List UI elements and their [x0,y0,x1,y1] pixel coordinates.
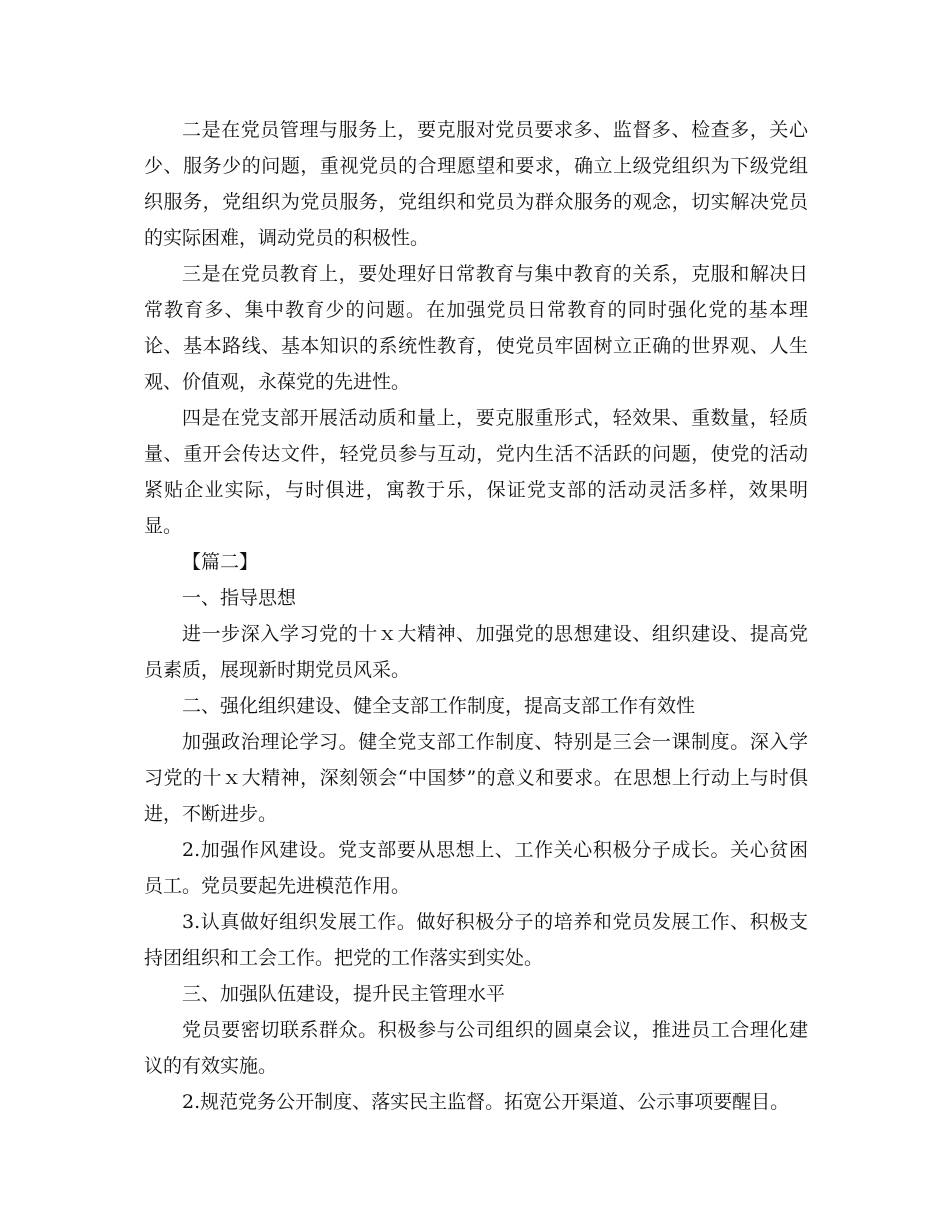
heading-team-building: 三、加强队伍建设，提升民主管理水平 [182,983,506,1005]
paragraph-contact-masses: 党员要密切联系群众。积极参与公司组织的圆桌会议，推进员工合理化建议的有效实施。 [144,1019,808,1077]
section-heading-part-two: 【篇二】 [182,551,259,573]
heading-organization-building: 二、强化组织建设、健全支部工作制度，提高支部工作有效性 [182,695,696,717]
paragraph-organization-development: 3.认真做好组织发展工作。做好积极分子的培养和党员发展工作、积极支持团组织和工会工作。把党的工作落实到实处。 [144,911,808,969]
paragraph-party-member-education: 三是在党员教育上，要处理好日常教育与集中教育的关系，克服和解决日常教育多、集中教育少的问题。在加强党员日常教育的同时强化党的基本理论、基本路线、基本知识的系统性教育，使党员牢固树立正确的世界观、人生观、价值观，永葆党的先进性。 [144,263,808,393]
paragraph-work-style: 2.加强作风建设。党支部要从思想上、工作关心积极分子成长。关心贫困员工。党员要起先进模范作用。 [144,839,808,897]
paragraph-party-member-service: 二是在党员管理与服务上，要克服对党员要求多、监督多、检查多，关心少、服务少的问题，重视党员的合理愿望和要求，确立上级党组织为下级党组织服务，党组织为党员服务，党组织和党员为群众服务的观念，切实解决党员的实际困难，调动党员的积极性。 [144,119,808,249]
paragraph-political-study: 加强政治理论学习。健全党支部工作制度、特别是三会一课制度。深入学习党的十ｘ大精神，深刻领会“中国梦”的意义和要求。在思想上行动上与时俱进，不断进步。 [144,731,808,825]
paragraph-branch-activities: 四是在党支部开展活动质和量上，要克服重形式，轻效果、重数量，轻质量、重开会传达文件，轻党员参与互动，党内生活不活跃的问题，使党的活动紧贴企业实际，与时俱进，寓教于乐，保证党支部的活动灵活多样，效果明显。 [144,407,808,537]
paragraph-guiding-ideology: 进一步深入学习党的十ｘ大精神、加强党的思想建设、组织建设、提高党员素质，展现新时期党员风采。 [144,623,808,681]
heading-guiding-ideology: 一、指导思想 [182,587,297,609]
paragraph-party-affairs-disclosure: 2.规范党务公开制度、落实民主监督。拓宽公开渠道、公示事项要醒目。 [182,1091,790,1113]
document-body [144,112,808,1120]
